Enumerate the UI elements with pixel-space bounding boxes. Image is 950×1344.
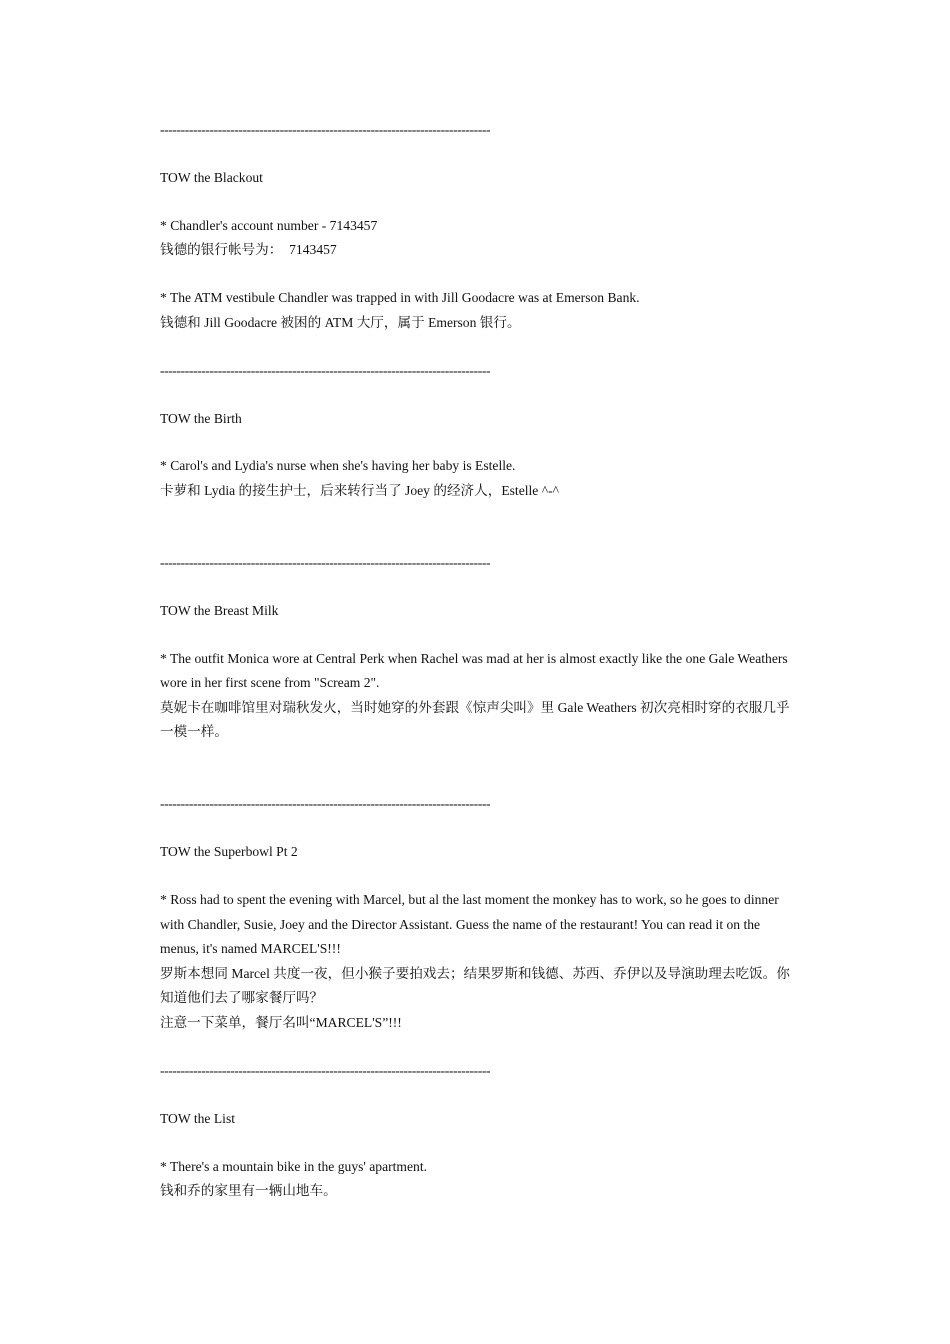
trivia-chinese: 莫妮卡在咖啡馆里对瑞秋发火，当时她穿的外套跟《惊声尖叫》里 Gale Weathers 初次亮相时穿的衣服几乎一模一样。	[160, 699, 790, 740]
document-page	[160, 118, 800, 1204]
trivia-chinese: 钱德的银行帐号为： 7143457	[160, 242, 337, 258]
trivia-english: * Carol's and Lydia's nurse when she's having her baby is Estelle.	[160, 458, 516, 474]
trivia-chinese: 钱德和 Jill Goodacre 被困的 ATM 大厅，属于 Emerson 银行。	[160, 314, 521, 330]
trivia-chinese: 卡萝和 Lydia 的接生护士，后来转行当了 Joey 的经济人，Estelle ^-^	[160, 482, 560, 498]
section-divider: --------------------------------------------------------------------------------	[160, 1063, 491, 1078]
trivia-english: * The outfit Monica wore at Central Perk when Rachel was mad at her is almost exactly like the one Gale Weathers wore in her first scene from "Scream 2".	[160, 650, 788, 691]
trivia-english: * Ross had to spent the evening with Marcel, but al the last moment the monkey has to work, so he goes to dinner with Chandler, Susie, Joey and the Director Assistant. Guess the name of the restaurant! You can read it on the menus, it's named MARCEL'S!!!	[160, 891, 779, 957]
section-divider: --------------------------------------------------------------------------------	[160, 555, 491, 571]
section-divider: --------------------------------------------------------------------------------	[160, 122, 491, 137]
trivia-chinese-note: 注意一下菜单，餐厅名叫“MARCEL'S”!!!	[160, 1014, 402, 1030]
section-title: TOW the Breast Milk	[160, 603, 279, 619]
trivia-english: * Chandler's account number - 7143457	[160, 217, 378, 233]
section-title: TOW the List	[160, 1111, 236, 1126]
trivia-chinese: 钱和乔的家里有一辆山地车。	[160, 1183, 337, 1199]
section-title: TOW the Birth	[160, 410, 242, 426]
section-divider: --------------------------------------------------------------------------------	[160, 796, 491, 812]
trivia-english: * There's a mountain bike in the guys' apartment.	[160, 1158, 428, 1174]
section-title: TOW the Blackout	[160, 170, 263, 185]
trivia-chinese: 罗斯本想同 Marcel 共度一夜，但小猴子要拍戏去；结果罗斯和钱德、苏西、乔伊以及导演助理去吃饭。你知道他们去了哪家餐厅吗？	[160, 965, 790, 1006]
section-divider: --------------------------------------------------------------------------------	[160, 362, 491, 378]
trivia-english: * The ATM vestibule Chandler was trapped in with Jill Goodacre was at Emerson Bank.	[160, 290, 640, 306]
section-title: TOW the Superbowl Pt 2	[160, 844, 298, 860]
